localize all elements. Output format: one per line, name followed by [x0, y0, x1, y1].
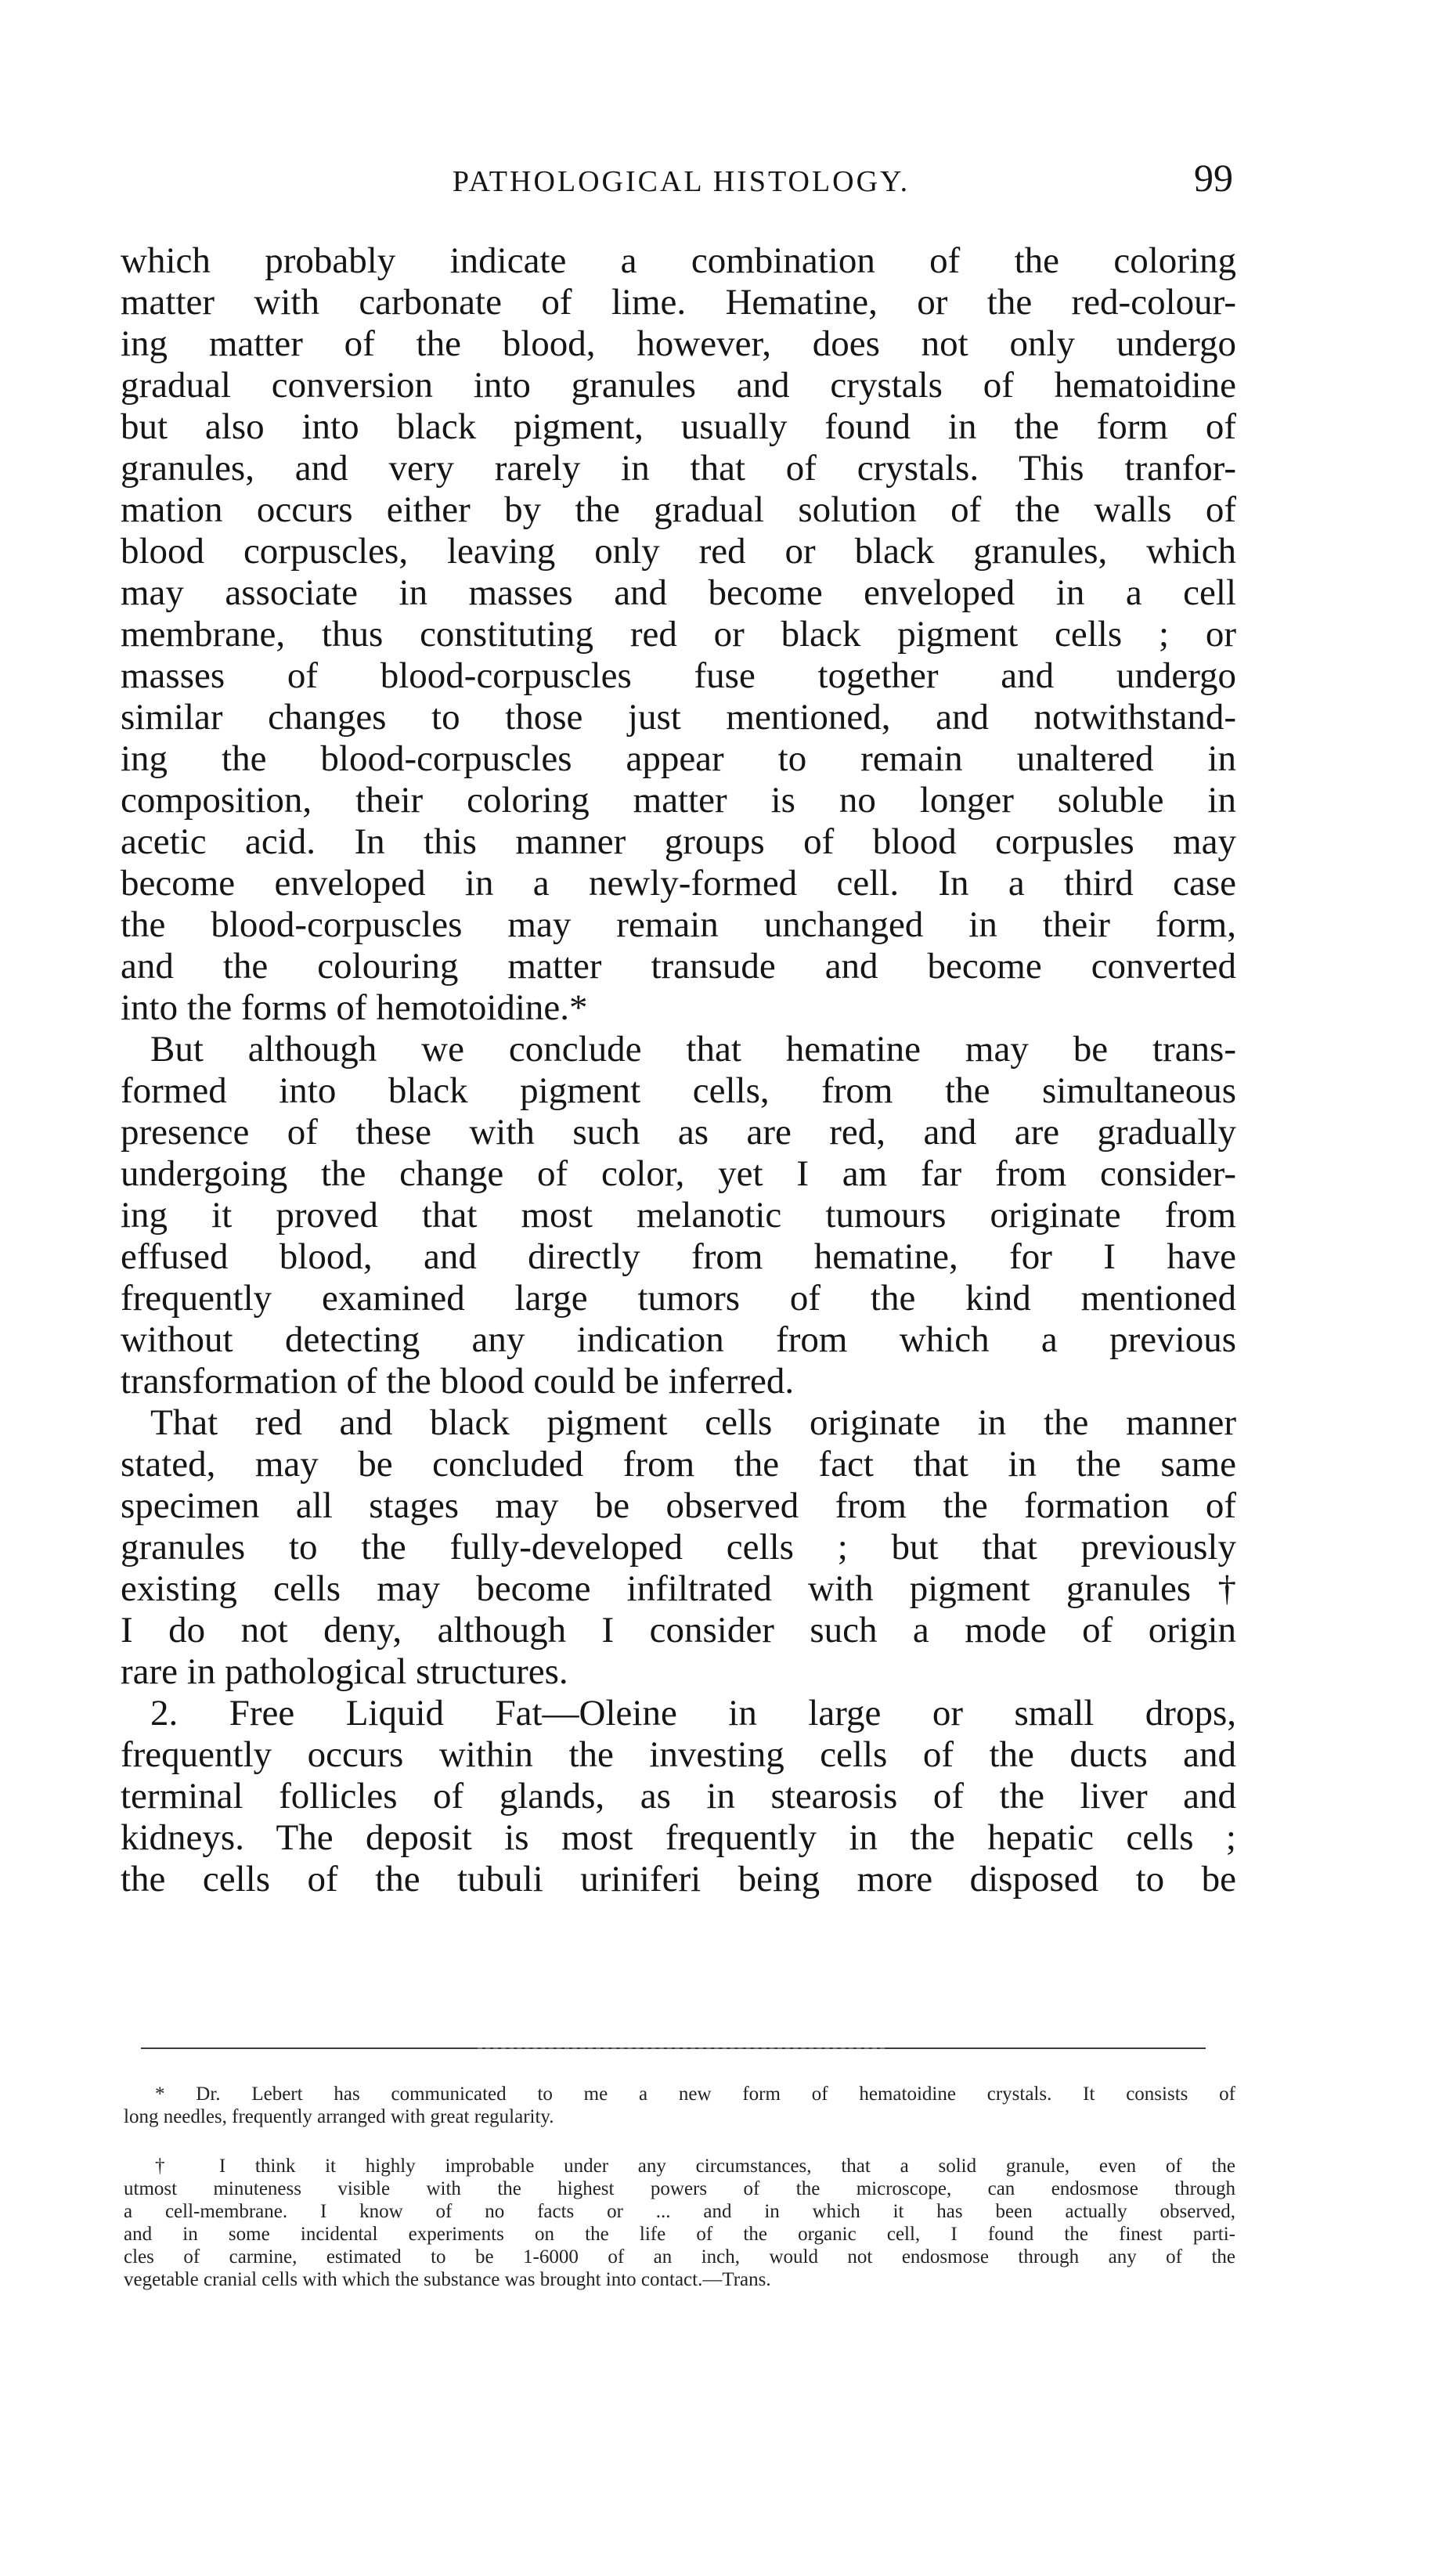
text-line: and the colouring matter transude and become converted — [121, 946, 1236, 987]
footnote-line: * Dr. Lebert has communicated to me a new form of hematoidine crystals. It consists of — [155, 2084, 1235, 2105]
text-line: I do not deny, although I consider such a mode of origin — [121, 1610, 1236, 1651]
text-line: mation occurs either by the gradual solution of the walls of — [121, 489, 1236, 530]
text-line: But although we conclude that hematine may be trans- — [150, 1029, 1236, 1070]
text-line: formed into black pigment cells, from the simultaneous — [121, 1070, 1236, 1111]
text-line: into the forms of hemotoidine.* — [121, 987, 588, 1028]
text-line: which probably indicate a combination of the coloring — [121, 240, 1236, 281]
text-line: composition, their coloring matter is no longer soluble in — [121, 780, 1236, 821]
text-line: the cells of the tubuli uriniferi being more disposed to be — [121, 1859, 1236, 1900]
running-title: PATHOLOGICAL HISTOLOGY. — [452, 165, 911, 198]
text-line: ing the blood-corpuscles appear to remain unaltered in — [121, 738, 1236, 779]
text-line: terminal follicles of glands, as in stearosis of the liver and — [121, 1776, 1236, 1817]
text-line: membrane, thus constituting red or black pigment cells ; or — [121, 614, 1236, 655]
text-line: effused blood, and directly from hematine, for I have — [121, 1236, 1236, 1277]
page-number: 99 — [1194, 156, 1233, 200]
footnote-gap — [124, 2128, 1235, 2155]
text-line: granules, and very rarely in that of crystals. This tranfor- — [121, 448, 1236, 489]
text-line: kidneys. The deposit is most frequently in the hepatic cells ; — [121, 1817, 1236, 1858]
text-line: gradual conversion into granules and crystals of hematoidine — [121, 365, 1236, 406]
text-line: but also into black pigment, usually found in the form of — [121, 406, 1236, 447]
text-line: existing cells may become infiltrated with pigment granules† — [121, 1568, 1236, 1609]
text-line: become enveloped in a newly-formed cell. In a third case — [121, 863, 1236, 904]
text-line: stated, may be concluded from the fact that in the same — [121, 1444, 1236, 1485]
text-line: rare in pathological structures. — [121, 1651, 568, 1692]
text-line: ing it proved that most melanotic tumours originate from — [121, 1195, 1236, 1236]
text-line: the blood-corpuscles may remain unchanged in their form, — [121, 904, 1236, 945]
text-line: ing matter of the blood, however, does not only undergo — [121, 323, 1236, 364]
footnote-line: † I think it highly improbable under any circumstances, that a solid granule, even of the — [155, 2156, 1235, 2177]
footnote-line: long needles, frequently arranged with great regularity. — [124, 2106, 554, 2127]
text-line: specimen all stages may be observed from the formation of — [121, 1485, 1236, 1526]
body-text — [121, 240, 1236, 1900]
text-line: without detecting any indication from which a previous — [121, 1319, 1236, 1360]
text-line: 2. Free Liquid Fat—Oleine in large or small drops, — [150, 1693, 1236, 1734]
text-line: That red and black pigment cells originate in the manner — [150, 1402, 1236, 1443]
text-line: may associate in masses and become enveloped in a cell — [121, 572, 1236, 613]
text-line: presence of these with such as are red, and are gradually — [121, 1112, 1236, 1153]
text-line: acetic acid. In this manner groups of blood corpusles may — [121, 821, 1236, 862]
text-line: similar changes to those just mentioned, and notwithstand- — [121, 697, 1236, 738]
text-line: undergoing the change of color, yet I am far from consider- — [121, 1153, 1236, 1194]
footnote-separator — [141, 2047, 1206, 2051]
footnote-line: cles of carmine, estimated to be 1-6000 of an inch, would not endosmose through any of the — [124, 2246, 1235, 2268]
text-line: transformation of the blood could be inferred. — [121, 1361, 795, 1402]
text-line: matter with carbonate of lime. Hematine, or the red-colour- — [121, 282, 1236, 323]
text-line: frequently occurs within the investing cells of the ducts and — [121, 1734, 1236, 1775]
text-line: blood corpuscles, leaving only red or black granules, which — [121, 531, 1236, 572]
text-line: granules to the fully-developed cells ; but that previously — [121, 1527, 1236, 1568]
footnotes — [124, 2083, 1235, 2291]
footnote-line: a cell-membrane. I know of no facts or ... and in which it has been actually observed, — [124, 2201, 1235, 2222]
footnote-line: utmost minuteness visible with the highest powers of the microscope, can endosmose through — [124, 2178, 1235, 2199]
footnote-line: and in some incidental experiments on the life of the organic cell, I found the finest parti- — [124, 2224, 1235, 2245]
text-line: masses of blood-corpuscles fuse together and undergo — [121, 655, 1236, 696]
text-line: frequently examined large tumors of the kind mentioned — [121, 1278, 1236, 1319]
footnote-line: vegetable cranial cells with which the substance was brought into contact.—Trans. — [124, 2269, 771, 2290]
